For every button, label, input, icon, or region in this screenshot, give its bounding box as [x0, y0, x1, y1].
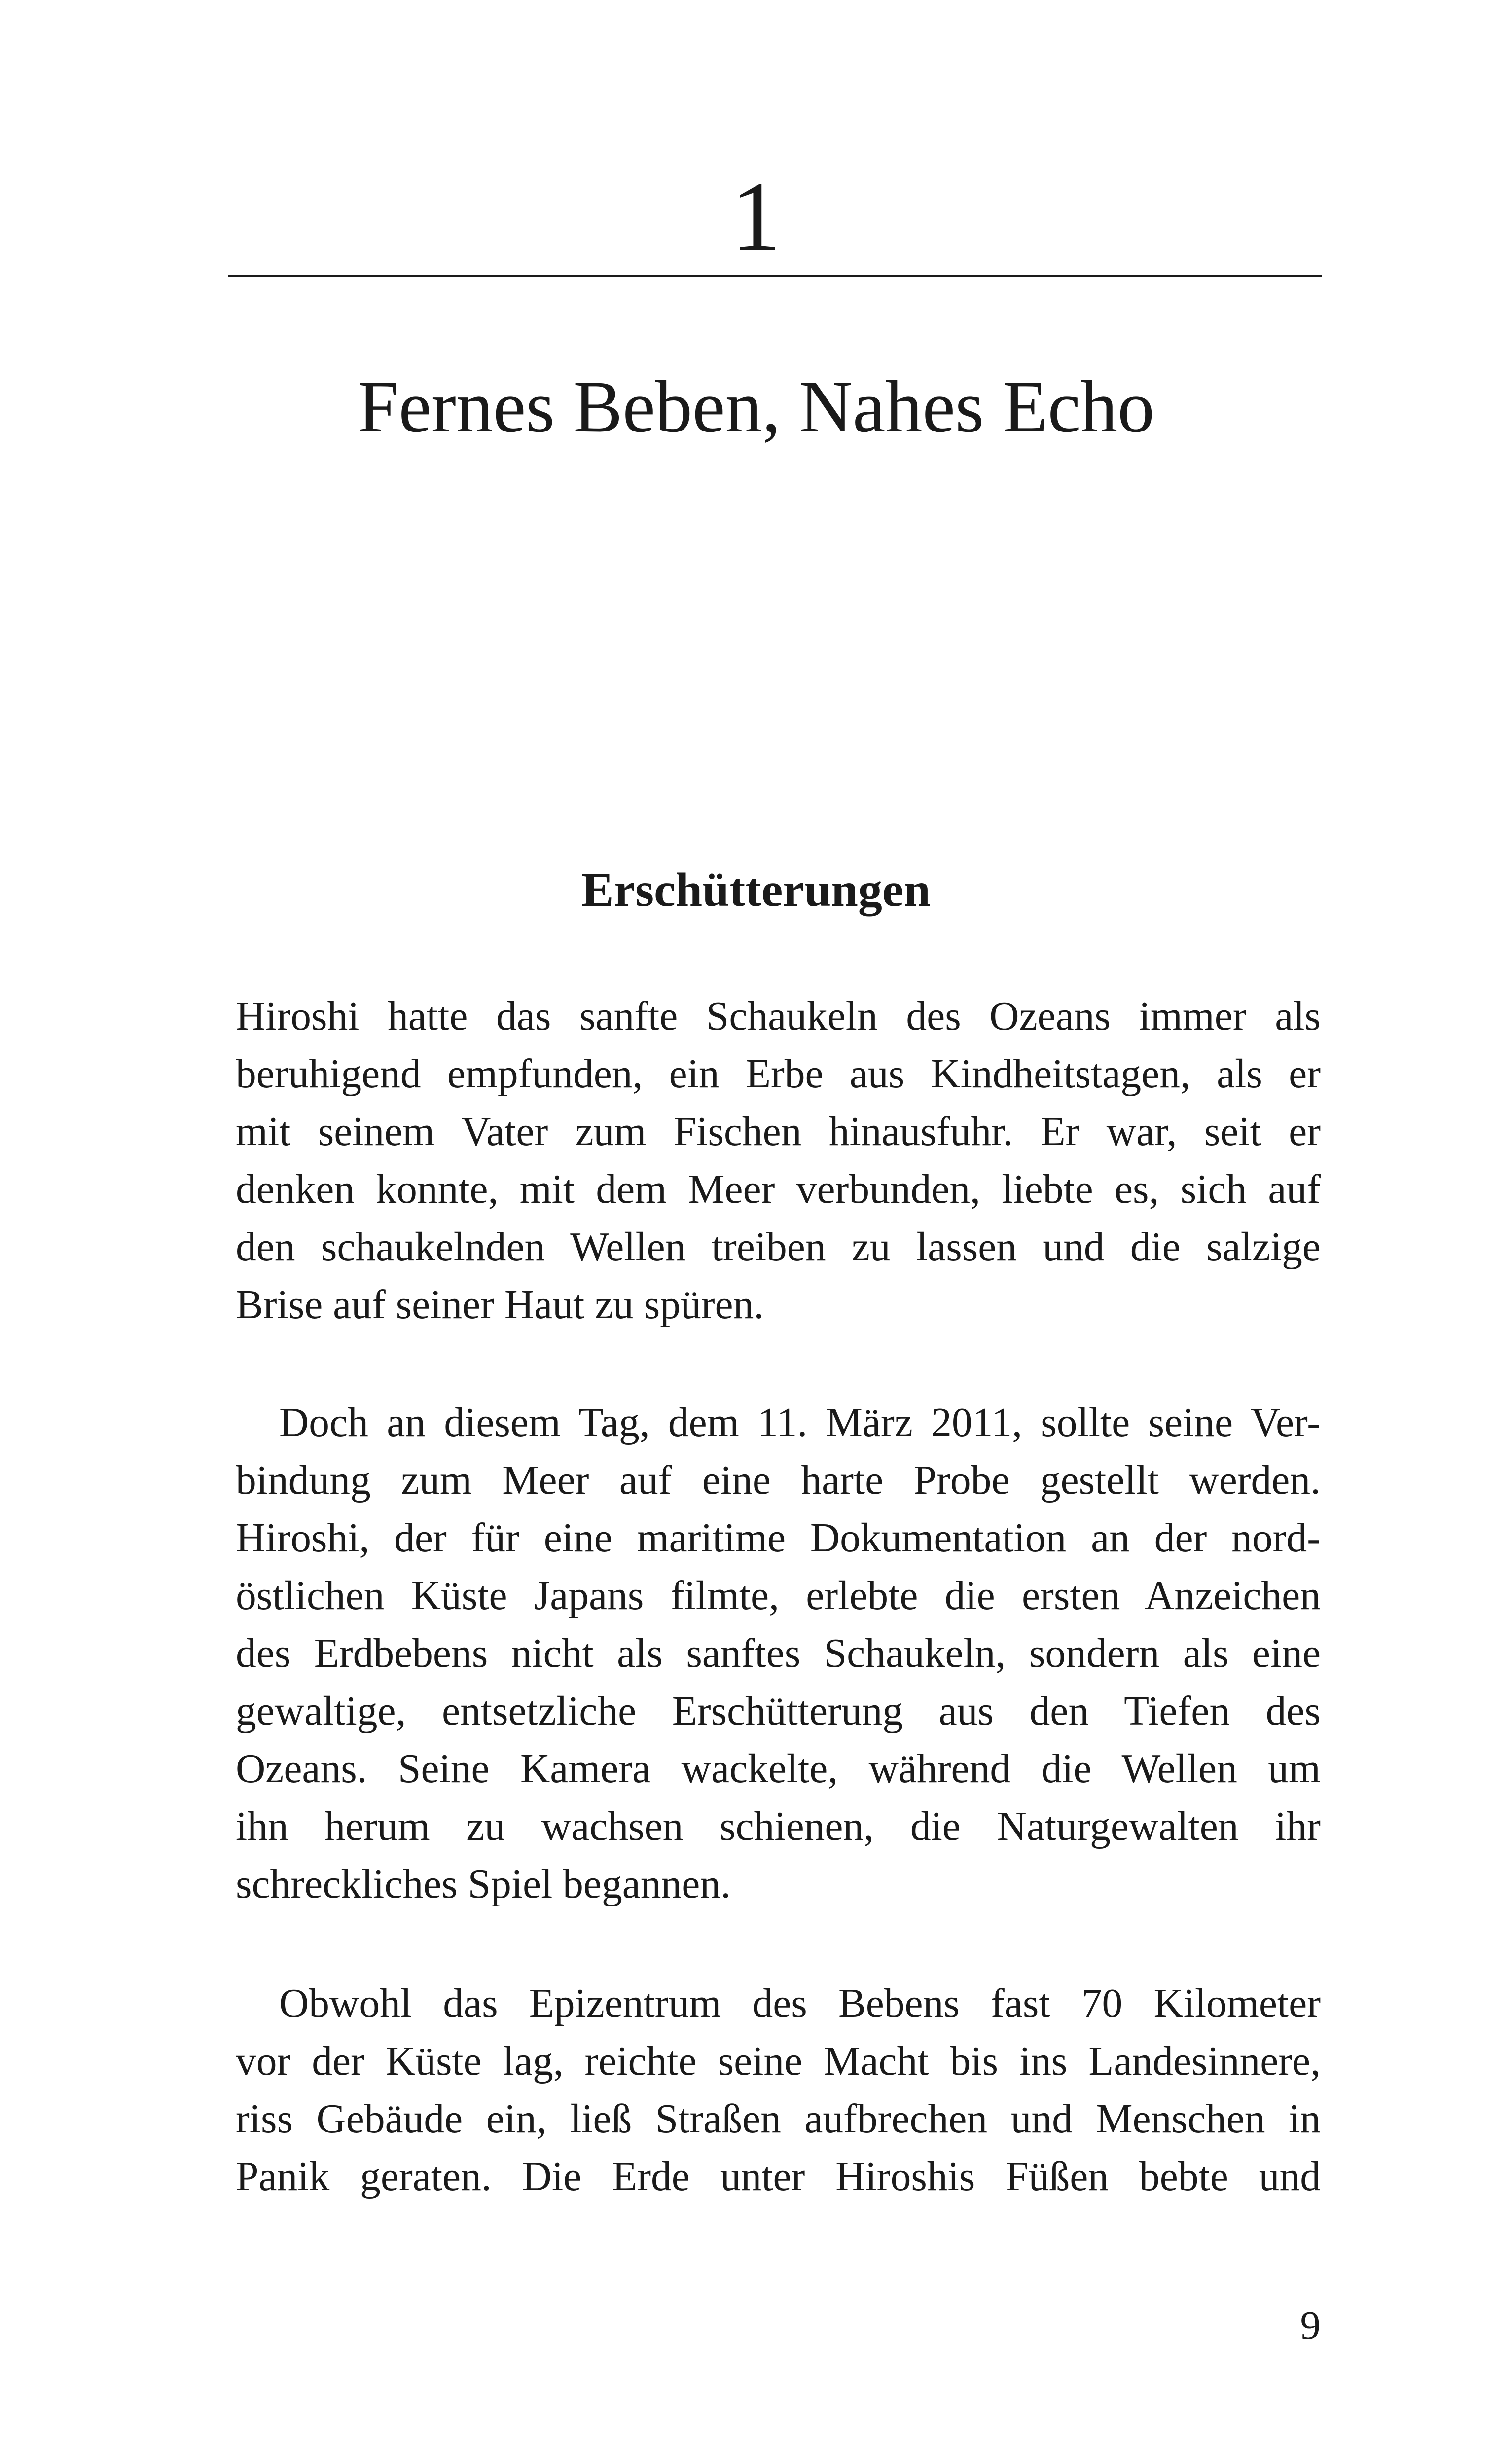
paragraph-2	[236, 1394, 1321, 1913]
paragraph-1	[236, 988, 1321, 1334]
text-line: beruhigend empfunden, ein Erbe aus Kindheitstagen, als er	[236, 1051, 1321, 1097]
text-line: denken konnte, mit dem Meer verbunden, liebte es, sich auf	[236, 1167, 1321, 1212]
section-heading: Erschütterungen	[581, 863, 931, 917]
text-line: den schaukelnden Wellen treiben zu lassen und die salzige	[236, 1224, 1321, 1270]
chapter-divider-rule	[228, 275, 1322, 277]
text-line: Ozeans. Seine Kamera wackelte, während die Wellen um	[236, 1746, 1321, 1792]
page-number: 9	[1300, 2302, 1321, 2348]
text-line: bindung zum Meer auf eine harte Probe gestellt werden.	[236, 1458, 1321, 1503]
text-line: Doch an diesem Tag, dem 11. März 2011, sollte seine Ver-	[279, 1400, 1321, 1445]
text-line: vor der Küste lag, reichte seine Macht bis ins Landesinnere,	[236, 2039, 1321, 2084]
text-line: Hiroshi, der für eine maritime Dokumentation an der nord-	[236, 1515, 1321, 1561]
text-line: Panik geraten. Die Erde unter Hiroshis Füßen bebte und	[236, 2154, 1321, 2199]
text-line: mit seinem Vater zum Fischen hinausfuhr. Er war, seit er	[236, 1109, 1321, 1154]
paragraph-3	[236, 1975, 1321, 2206]
chapter-number: 1	[731, 162, 781, 271]
text-line: des Erdbebens nicht als sanftes Schaukeln, sondern als eine	[236, 1631, 1321, 1676]
text-line: ihn herum zu wachsen schienen, die Naturgewalten ihr	[236, 1804, 1321, 1849]
text-line: Brise auf seiner Haut zu spüren.	[236, 1282, 764, 1328]
text-line: Hiroshi hatte das sanfte Schaukeln des Ozeans immer als	[236, 994, 1321, 1039]
text-line: Obwohl das Epizentrum des Bebens fast 70 Kilometer	[279, 1981, 1321, 2026]
text-line: riss Gebäude ein, ließ Straßen aufbrechen und Menschen in	[236, 2096, 1321, 2142]
chapter-title: Fernes Beben, Nahes Echo	[357, 366, 1155, 448]
text-line: schreckliches Spiel begannen.	[236, 1862, 731, 1907]
text-line: östlichen Küste Japans filmte, erlebte die ersten Anzeichen	[236, 1573, 1321, 1618]
text-line: gewaltige, entsetzliche Erschütterung aus den Tiefen des	[236, 1689, 1321, 1734]
